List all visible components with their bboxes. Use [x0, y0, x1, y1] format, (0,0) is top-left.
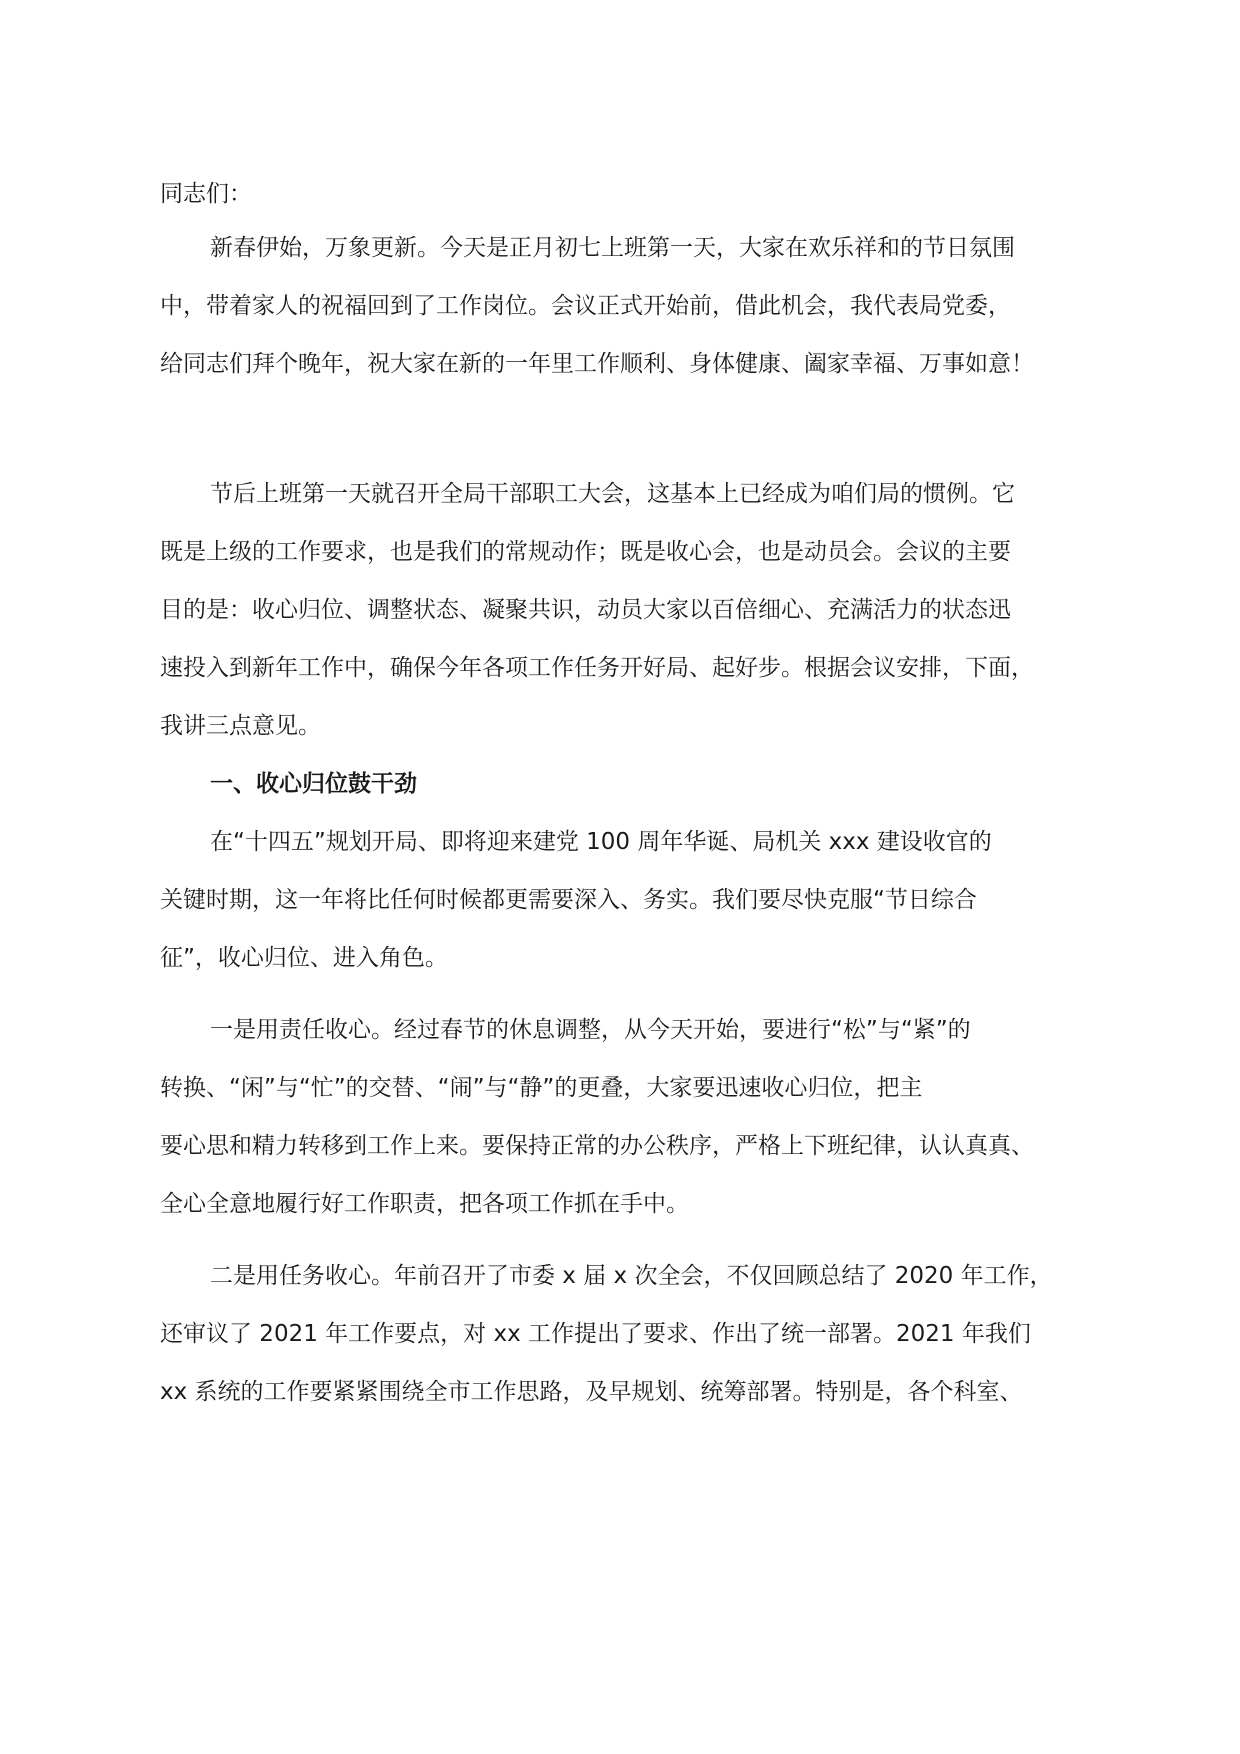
- paragraph-line: 节后上班第一天就召开全局干部职工大会，这基本上已经成为咱们局的惯例。它: [210, 481, 1015, 507]
- paragraph-line: xx 系统的工作要紧紧围绕全市工作思路，及早规划、统筹部署。特别是，各个科室、: [160, 1379, 1023, 1405]
- paragraph-line: 目的是：收心归位、调整状态、凝聚共识，动员大家以百倍细心、充满活力的状态迅: [160, 597, 1011, 623]
- section-heading: 一、收心归位鼓干劲: [210, 771, 417, 797]
- paragraph-line: 在“十四五”规划开局、即将迎来建党 100 周年华诞、局机关 xxx 建设收官的: [210, 829, 992, 855]
- paragraph-line: 既是上级的工作要求，也是我们的常规动作；既是收心会，也是动员会。会议的主要: [160, 539, 1011, 565]
- paragraph-line: 给同志们拜个晚年，祝大家在新的一年里工作顺利、身体健康、阖家幸福、万事如意！: [160, 351, 1034, 377]
- paragraph-line: 一是用责任收心。经过春节的休息调整，从今天开始，要进行“松”与“紧”的: [210, 1017, 971, 1043]
- salutation-line: 同志们：: [160, 181, 252, 207]
- paragraph-line: 中，带着家人的祝福回到了工作岗位。会议正式开始前，借此机会，我代表局党委，: [160, 293, 1011, 319]
- paragraph-line: 我讲三点意见。: [160, 713, 321, 739]
- paragraph-line: 新春伊始，万象更新。今天是正月初七上班第一天，大家在欢乐祥和的节日氛围: [210, 235, 1015, 261]
- paragraph-line: 要心思和精力转移到工作上来。要保持正常的办公秩序，严格上下班纪律，认认真真、: [160, 1133, 1034, 1159]
- paragraph-line: 关键时期，这一年将比任何时候都更需要深入、务实。我们要尽快克服“节日综合: [160, 887, 977, 913]
- paragraph-line: 转换、“闲”与“忙”的交替、“闹”与“静”的更叠，大家要迅速收心归位，把主: [160, 1075, 923, 1101]
- paragraph-line: 征”，收心归位、进入角色。: [160, 945, 448, 971]
- paragraph-line: 还审议了 2021 年工作要点，对 xx 工作提出了要求、作出了统一部署。2021 年我们: [160, 1321, 1031, 1347]
- paragraph-line: 全心全意地履行好工作职责，把各项工作抓在手中。: [160, 1191, 689, 1217]
- paragraph-line: 速投入到新年工作中，确保今年各项工作任务开好局、起好步。根据会议安排，下面，: [160, 655, 1034, 681]
- paragraph-line: 二是用任务收心。年前召开了市委 x 届 x 次全会，不仅回顾总结了 2020 年工作，: [210, 1263, 1053, 1289]
